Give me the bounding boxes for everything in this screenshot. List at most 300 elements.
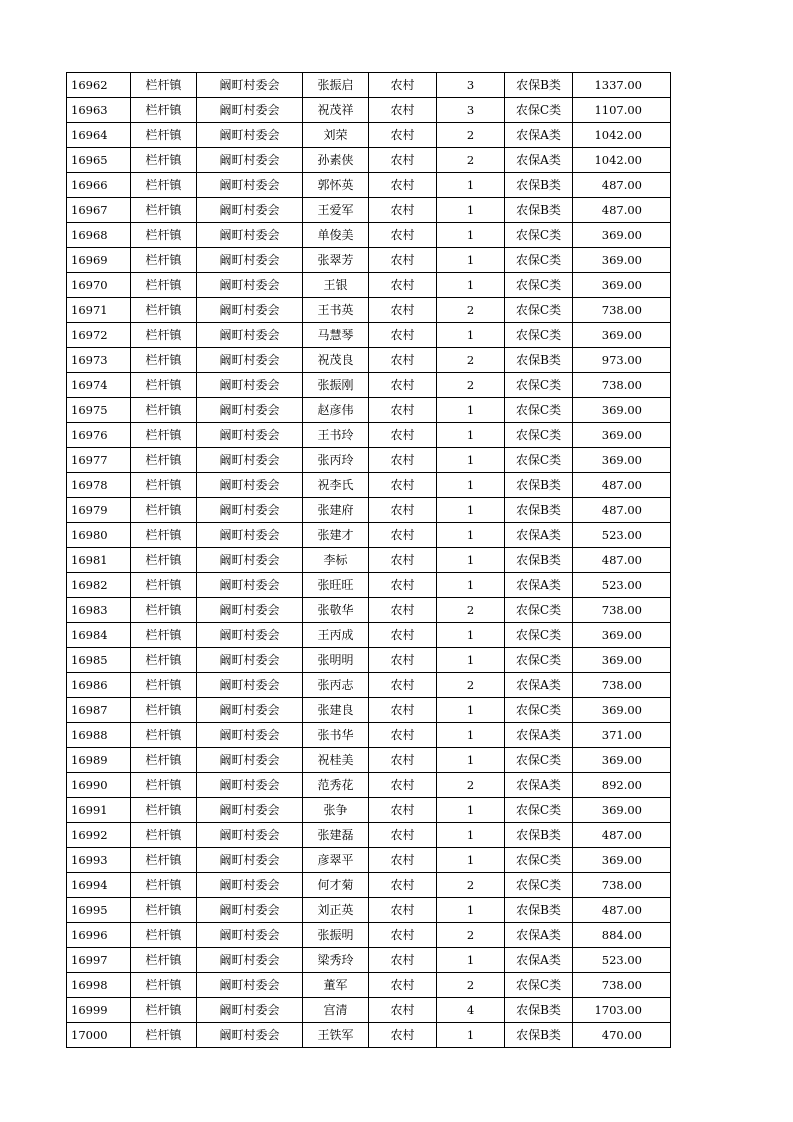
category-cell: 农保A类: [505, 948, 573, 973]
household-count-cell: 2: [437, 673, 505, 698]
household-count-cell: 1: [437, 648, 505, 673]
amount-cell: 369.00: [573, 798, 671, 823]
row-id-cell: 16971: [67, 298, 131, 323]
name-cell: 王丙成: [303, 623, 369, 648]
area-cell: 农村: [369, 123, 437, 148]
category-cell: 农保C类: [505, 373, 573, 398]
category-cell: 农保C类: [505, 298, 573, 323]
table-row: [67, 248, 671, 273]
area-cell: 农村: [369, 473, 437, 498]
name-cell: 王银: [303, 273, 369, 298]
row-id-cell: 16970: [67, 273, 131, 298]
area-cell: 农村: [369, 248, 437, 273]
category-cell: 农保C类: [505, 623, 573, 648]
area-cell: 农村: [369, 973, 437, 998]
committee-cell: 阚町村委会: [197, 348, 303, 373]
area-cell: 农村: [369, 823, 437, 848]
household-count-cell: 1: [437, 173, 505, 198]
committee-cell: 阚町村委会: [197, 523, 303, 548]
table-row: [67, 173, 671, 198]
town-cell: 栏杆镇: [131, 423, 197, 448]
category-cell: 农保C类: [505, 323, 573, 348]
committee-cell: 阚町村委会: [197, 173, 303, 198]
name-cell: 刘荣: [303, 123, 369, 148]
household-count-cell: 1: [437, 698, 505, 723]
table-row: [67, 898, 671, 923]
town-cell: 栏杆镇: [131, 748, 197, 773]
category-cell: 农保C类: [505, 223, 573, 248]
amount-cell: 892.00: [573, 773, 671, 798]
area-cell: 农村: [369, 273, 437, 298]
row-id-cell: 16983: [67, 598, 131, 623]
amount-cell: 369.00: [573, 623, 671, 648]
area-cell: 农村: [369, 98, 437, 123]
name-cell: 张丙玲: [303, 448, 369, 473]
name-cell: 何才菊: [303, 873, 369, 898]
town-cell: 栏杆镇: [131, 648, 197, 673]
table-row: [67, 648, 671, 673]
household-count-cell: 2: [437, 773, 505, 798]
town-cell: 栏杆镇: [131, 848, 197, 873]
area-cell: 农村: [369, 348, 437, 373]
amount-cell: 369.00: [573, 448, 671, 473]
area-cell: 农村: [369, 848, 437, 873]
amount-cell: 738.00: [573, 373, 671, 398]
row-id-cell: 16974: [67, 373, 131, 398]
area-cell: 农村: [369, 373, 437, 398]
category-cell: 农保A类: [505, 673, 573, 698]
table-row: [67, 198, 671, 223]
row-id-cell: 17000: [67, 1023, 131, 1048]
area-cell: 农村: [369, 748, 437, 773]
table-row: [67, 823, 671, 848]
town-cell: 栏杆镇: [131, 73, 197, 98]
committee-cell: 阚町村委会: [197, 123, 303, 148]
name-cell: 李标: [303, 548, 369, 573]
table-row: [67, 873, 671, 898]
area-cell: 农村: [369, 398, 437, 423]
town-cell: 栏杆镇: [131, 473, 197, 498]
town-cell: 栏杆镇: [131, 498, 197, 523]
amount-cell: 738.00: [573, 298, 671, 323]
town-cell: 栏杆镇: [131, 123, 197, 148]
row-id-cell: 16987: [67, 698, 131, 723]
table-row: [67, 98, 671, 123]
row-id-cell: 16995: [67, 898, 131, 923]
area-cell: 农村: [369, 73, 437, 98]
committee-cell: 阚町村委会: [197, 698, 303, 723]
amount-cell: 369.00: [573, 848, 671, 873]
amount-cell: 523.00: [573, 523, 671, 548]
table-row: [67, 698, 671, 723]
row-id-cell: 16998: [67, 973, 131, 998]
area-cell: 农村: [369, 198, 437, 223]
category-cell: 农保C类: [505, 848, 573, 873]
household-count-cell: 1: [437, 198, 505, 223]
name-cell: 孙素侠: [303, 148, 369, 173]
area-cell: 农村: [369, 998, 437, 1023]
town-cell: 栏杆镇: [131, 998, 197, 1023]
amount-cell: 487.00: [573, 473, 671, 498]
town-cell: 栏杆镇: [131, 448, 197, 473]
name-cell: 董军: [303, 973, 369, 998]
committee-cell: 阚町村委会: [197, 573, 303, 598]
row-id-cell: 16984: [67, 623, 131, 648]
committee-cell: 阚町村委会: [197, 873, 303, 898]
amount-cell: 1042.00: [573, 123, 671, 148]
household-count-cell: 1: [437, 898, 505, 923]
category-cell: 农保C类: [505, 448, 573, 473]
area-cell: 农村: [369, 498, 437, 523]
area-cell: 农村: [369, 548, 437, 573]
table-row: [67, 723, 671, 748]
town-cell: 栏杆镇: [131, 673, 197, 698]
town-cell: 栏杆镇: [131, 373, 197, 398]
category-cell: 农保C类: [505, 648, 573, 673]
committee-cell: 阚町村委会: [197, 773, 303, 798]
row-id-cell: 16977: [67, 448, 131, 473]
category-cell: 农保B类: [505, 173, 573, 198]
table-row: [67, 848, 671, 873]
area-cell: 农村: [369, 773, 437, 798]
row-id-cell: 16962: [67, 73, 131, 98]
amount-cell: 523.00: [573, 948, 671, 973]
household-count-cell: 1: [437, 223, 505, 248]
name-cell: 张建才: [303, 523, 369, 548]
household-count-cell: 2: [437, 148, 505, 173]
town-cell: 栏杆镇: [131, 948, 197, 973]
committee-cell: 阚町村委会: [197, 248, 303, 273]
table-row: [67, 623, 671, 648]
committee-cell: 阚町村委会: [197, 723, 303, 748]
town-cell: 栏杆镇: [131, 523, 197, 548]
category-cell: 农保B类: [505, 548, 573, 573]
name-cell: 张争: [303, 798, 369, 823]
household-count-cell: 2: [437, 373, 505, 398]
town-cell: 栏杆镇: [131, 223, 197, 248]
committee-cell: 阚町村委会: [197, 948, 303, 973]
amount-cell: 738.00: [573, 873, 671, 898]
amount-cell: 487.00: [573, 198, 671, 223]
household-count-cell: 3: [437, 73, 505, 98]
roster-body: [67, 73, 671, 1048]
household-count-cell: 4: [437, 998, 505, 1023]
row-id-cell: 16963: [67, 98, 131, 123]
committee-cell: 阚町村委会: [197, 448, 303, 473]
amount-cell: 470.00: [573, 1023, 671, 1048]
name-cell: 张振启: [303, 73, 369, 98]
committee-cell: 阚町村委会: [197, 473, 303, 498]
category-cell: 农保B类: [505, 473, 573, 498]
committee-cell: 阚町村委会: [197, 323, 303, 348]
committee-cell: 阚町村委会: [197, 398, 303, 423]
household-count-cell: 1: [437, 573, 505, 598]
household-count-cell: 2: [437, 123, 505, 148]
category-cell: 农保C类: [505, 248, 573, 273]
amount-cell: 487.00: [573, 498, 671, 523]
household-count-cell: 1: [437, 273, 505, 298]
category-cell: 农保A类: [505, 773, 573, 798]
town-cell: 栏杆镇: [131, 173, 197, 198]
table-row: [67, 348, 671, 373]
area-cell: 农村: [369, 648, 437, 673]
category-cell: 农保C类: [505, 398, 573, 423]
household-count-cell: 2: [437, 923, 505, 948]
row-id-cell: 16967: [67, 198, 131, 223]
town-cell: 栏杆镇: [131, 623, 197, 648]
committee-cell: 阚町村委会: [197, 273, 303, 298]
category-cell: 农保C类: [505, 798, 573, 823]
committee-cell: 阚町村委会: [197, 848, 303, 873]
row-id-cell: 16965: [67, 148, 131, 173]
category-cell: 农保B类: [505, 498, 573, 523]
amount-cell: 369.00: [573, 698, 671, 723]
table-row: [67, 1023, 671, 1048]
row-id-cell: 16979: [67, 498, 131, 523]
name-cell: 马慧琴: [303, 323, 369, 348]
table-row: [67, 73, 671, 98]
committee-cell: 阚町村委会: [197, 373, 303, 398]
row-id-cell: 16985: [67, 648, 131, 673]
name-cell: 王铁军: [303, 1023, 369, 1048]
amount-cell: 487.00: [573, 898, 671, 923]
row-id-cell: 16996: [67, 923, 131, 948]
household-count-cell: 1: [437, 748, 505, 773]
town-cell: 栏杆镇: [131, 198, 197, 223]
area-cell: 农村: [369, 598, 437, 623]
name-cell: 梁秀玲: [303, 948, 369, 973]
household-count-cell: 1: [437, 498, 505, 523]
committee-cell: 阚町村委会: [197, 298, 303, 323]
area-cell: 农村: [369, 623, 437, 648]
committee-cell: 阚町村委会: [197, 598, 303, 623]
committee-cell: 阚町村委会: [197, 798, 303, 823]
household-count-cell: 1: [437, 623, 505, 648]
committee-cell: 阚町村委会: [197, 1023, 303, 1048]
category-cell: 农保C类: [505, 98, 573, 123]
household-count-cell: 2: [437, 298, 505, 323]
household-count-cell: 1: [437, 398, 505, 423]
name-cell: 张明明: [303, 648, 369, 673]
table-row: [67, 998, 671, 1023]
household-count-cell: 2: [437, 598, 505, 623]
table-row: [67, 773, 671, 798]
household-count-cell: 1: [437, 248, 505, 273]
category-cell: 农保B类: [505, 348, 573, 373]
name-cell: 张敬华: [303, 598, 369, 623]
area-cell: 农村: [369, 298, 437, 323]
committee-cell: 阚町村委会: [197, 898, 303, 923]
town-cell: 栏杆镇: [131, 773, 197, 798]
category-cell: 农保C类: [505, 598, 573, 623]
category-cell: 农保C类: [505, 748, 573, 773]
household-count-cell: 1: [437, 473, 505, 498]
amount-cell: 1703.00: [573, 998, 671, 1023]
town-cell: 栏杆镇: [131, 898, 197, 923]
amount-cell: 369.00: [573, 648, 671, 673]
category-cell: 农保C类: [505, 423, 573, 448]
row-id-cell: 16981: [67, 548, 131, 573]
town-cell: 栏杆镇: [131, 98, 197, 123]
amount-cell: 1337.00: [573, 73, 671, 98]
table-row: [67, 473, 671, 498]
household-count-cell: 1: [437, 523, 505, 548]
amount-cell: 973.00: [573, 348, 671, 373]
amount-cell: 487.00: [573, 823, 671, 848]
name-cell: 祝茂良: [303, 348, 369, 373]
area-cell: 农村: [369, 173, 437, 198]
amount-cell: 369.00: [573, 223, 671, 248]
category-cell: 农保B类: [505, 73, 573, 98]
row-id-cell: 16969: [67, 248, 131, 273]
town-cell: 栏杆镇: [131, 548, 197, 573]
amount-cell: 523.00: [573, 573, 671, 598]
row-id-cell: 16988: [67, 723, 131, 748]
table-row: [67, 548, 671, 573]
row-id-cell: 16989: [67, 748, 131, 773]
household-count-cell: 2: [437, 973, 505, 998]
category-cell: 农保A类: [505, 523, 573, 548]
household-count-cell: 1: [437, 798, 505, 823]
committee-cell: 阚町村委会: [197, 748, 303, 773]
row-id-cell: 16991: [67, 798, 131, 823]
name-cell: 刘正英: [303, 898, 369, 923]
town-cell: 栏杆镇: [131, 248, 197, 273]
town-cell: 栏杆镇: [131, 348, 197, 373]
committee-cell: 阚町村委会: [197, 223, 303, 248]
household-count-cell: 1: [437, 323, 505, 348]
town-cell: 栏杆镇: [131, 873, 197, 898]
name-cell: 赵彦伟: [303, 398, 369, 423]
category-cell: 农保B类: [505, 823, 573, 848]
row-id-cell: 16978: [67, 473, 131, 498]
committee-cell: 阚町村委会: [197, 98, 303, 123]
household-count-cell: 1: [437, 548, 505, 573]
name-cell: 单俊美: [303, 223, 369, 248]
town-cell: 栏杆镇: [131, 1023, 197, 1048]
table-row: [67, 448, 671, 473]
name-cell: 张建磊: [303, 823, 369, 848]
name-cell: 宫清: [303, 998, 369, 1023]
committee-cell: 阚町村委会: [197, 973, 303, 998]
amount-cell: 738.00: [573, 598, 671, 623]
name-cell: 郭怀英: [303, 173, 369, 198]
table-row: [67, 973, 671, 998]
category-cell: 农保A类: [505, 123, 573, 148]
category-cell: 农保C类: [505, 273, 573, 298]
table-row: [67, 298, 671, 323]
category-cell: 农保A类: [505, 573, 573, 598]
committee-cell: 阚町村委会: [197, 498, 303, 523]
amount-cell: 1107.00: [573, 98, 671, 123]
town-cell: 栏杆镇: [131, 298, 197, 323]
area-cell: 农村: [369, 223, 437, 248]
town-cell: 栏杆镇: [131, 148, 197, 173]
town-cell: 栏杆镇: [131, 973, 197, 998]
town-cell: 栏杆镇: [131, 798, 197, 823]
table-row: [67, 223, 671, 248]
row-id-cell: 16975: [67, 398, 131, 423]
name-cell: 张丙志: [303, 673, 369, 698]
committee-cell: 阚町村委会: [197, 423, 303, 448]
area-cell: 农村: [369, 1023, 437, 1048]
town-cell: 栏杆镇: [131, 698, 197, 723]
category-cell: 农保A类: [505, 923, 573, 948]
category-cell: 农保C类: [505, 698, 573, 723]
amount-cell: 369.00: [573, 323, 671, 348]
town-cell: 栏杆镇: [131, 723, 197, 748]
area-cell: 农村: [369, 523, 437, 548]
town-cell: 栏杆镇: [131, 923, 197, 948]
table-row: [67, 798, 671, 823]
amount-cell: 487.00: [573, 548, 671, 573]
area-cell: 农村: [369, 898, 437, 923]
area-cell: 农村: [369, 873, 437, 898]
town-cell: 栏杆镇: [131, 823, 197, 848]
area-cell: 农村: [369, 573, 437, 598]
committee-cell: 阚町村委会: [197, 673, 303, 698]
row-id-cell: 16990: [67, 773, 131, 798]
name-cell: 彦翠平: [303, 848, 369, 873]
name-cell: 张旺旺: [303, 573, 369, 598]
household-count-cell: 1: [437, 848, 505, 873]
row-id-cell: 16980: [67, 523, 131, 548]
table-row: [67, 598, 671, 623]
name-cell: 张翠芳: [303, 248, 369, 273]
table-row: [67, 923, 671, 948]
row-id-cell: 16968: [67, 223, 131, 248]
category-cell: 农保B类: [505, 998, 573, 1023]
area-cell: 农村: [369, 423, 437, 448]
amount-cell: 884.00: [573, 923, 671, 948]
amount-cell: 1042.00: [573, 148, 671, 173]
town-cell: 栏杆镇: [131, 323, 197, 348]
name-cell: 张建良: [303, 698, 369, 723]
household-count-cell: 1: [437, 723, 505, 748]
area-cell: 农村: [369, 673, 437, 698]
row-id-cell: 16976: [67, 423, 131, 448]
committee-cell: 阚町村委会: [197, 923, 303, 948]
name-cell: 张书华: [303, 723, 369, 748]
committee-cell: 阚町村委会: [197, 73, 303, 98]
row-id-cell: 16999: [67, 998, 131, 1023]
name-cell: 王书玲: [303, 423, 369, 448]
table-row: [67, 523, 671, 548]
table-row: [67, 748, 671, 773]
row-id-cell: 16973: [67, 348, 131, 373]
amount-cell: 369.00: [573, 748, 671, 773]
household-count-cell: 1: [437, 423, 505, 448]
row-id-cell: 16964: [67, 123, 131, 148]
amount-cell: 738.00: [573, 673, 671, 698]
committee-cell: 阚町村委会: [197, 548, 303, 573]
table-row: [67, 423, 671, 448]
amount-cell: 369.00: [573, 423, 671, 448]
row-id-cell: 16986: [67, 673, 131, 698]
category-cell: 农保A类: [505, 723, 573, 748]
table-row: [67, 323, 671, 348]
table-row: [67, 498, 671, 523]
committee-cell: 阚町村委会: [197, 823, 303, 848]
amount-cell: 487.00: [573, 173, 671, 198]
table-row: [67, 573, 671, 598]
table-row: [67, 123, 671, 148]
committee-cell: 阚町村委会: [197, 198, 303, 223]
household-count-cell: 1: [437, 448, 505, 473]
amount-cell: 369.00: [573, 398, 671, 423]
table-row: [67, 273, 671, 298]
table-row: [67, 398, 671, 423]
